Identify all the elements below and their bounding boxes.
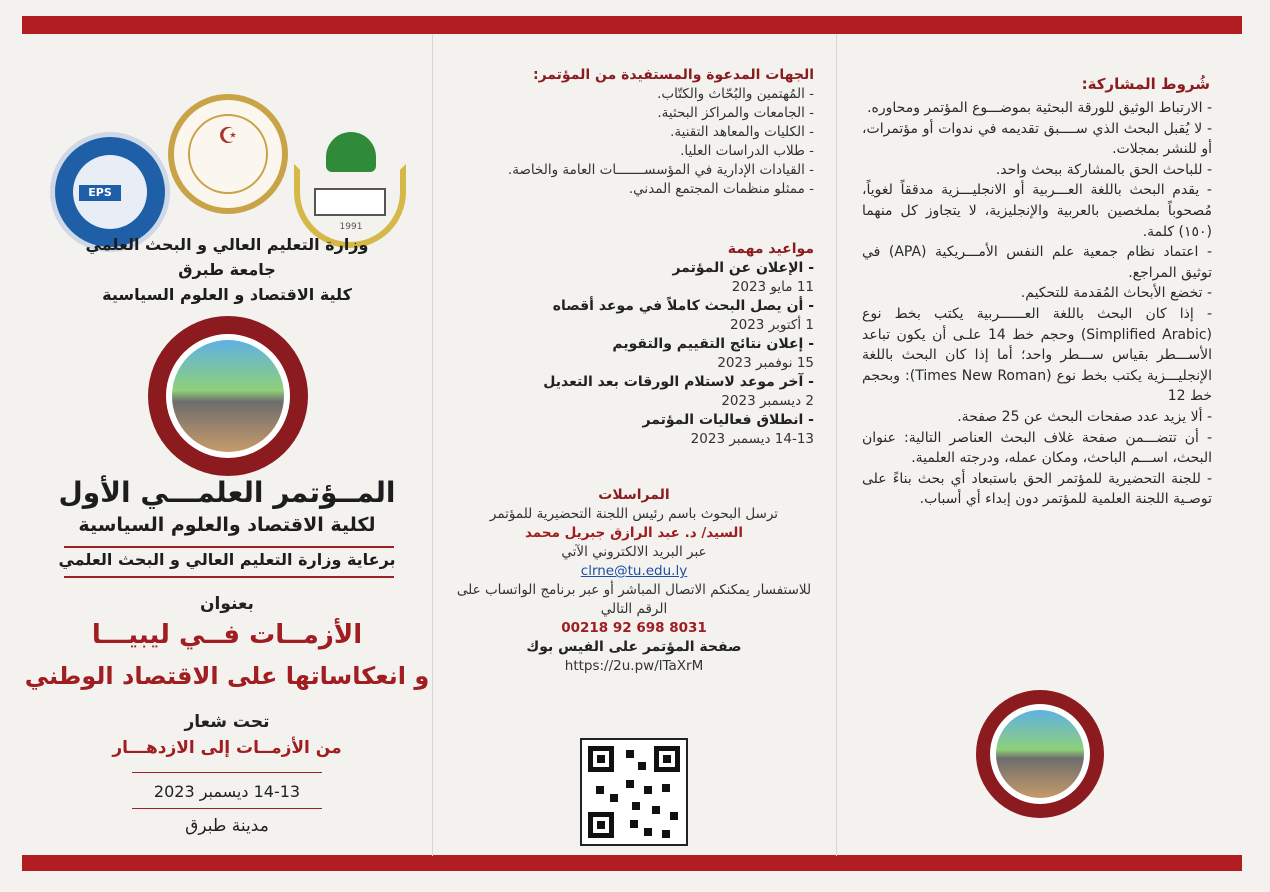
patronage-line: برعاية وزارة التعليم العالي و البحث العلمي: [58, 550, 396, 569]
middle-panel: [440, 36, 820, 854]
condition-item: - لا يُقبل البحث الذي ســــبق تقديمه في ندوات أو مؤتمرات، أو للنشر بمجلات.: [862, 120, 1212, 158]
slogan-heading: تحت شعار: [184, 712, 270, 732]
right-panel: [852, 36, 1222, 854]
ministry-name: وزارة التعليم العالي و البحث العلمي: [85, 235, 369, 254]
university-founding-year: 1991: [339, 222, 363, 232]
date-value: 2 ديسمبر 2023: [721, 393, 814, 409]
list-item: - الجامعات والمراكز البحثية.: [657, 105, 814, 121]
condition-item: - ألا يزيد عدد صفحات البحث عن 25 صفحة.: [957, 408, 1212, 425]
eps-label: EPS: [79, 185, 121, 201]
divider: [64, 546, 394, 548]
divider: [132, 772, 322, 773]
conditions-list: [862, 98, 1212, 510]
theme-line-1: الأزمــات فــي ليبيـــا: [91, 620, 363, 650]
date-value: 15 نوفمبر 2023: [717, 355, 814, 371]
condition-item: - تخضع الأبحاث المُقدمة للتحكيم.: [1020, 285, 1212, 302]
phone-intro: للاستفسار يمكنكم الاتصال المباشر أو عبر برنامج الواتساب على الرقم التالي: [456, 582, 812, 617]
date-value: 14-13 ديسمبر 2023: [690, 431, 814, 447]
list-item: - ممثلو منظمات المجتمع المدني.: [628, 181, 814, 197]
email-intro: عبر البريد الالكتروني الآتي: [561, 544, 707, 560]
condition-item: - اعتماد نظام جمعية علم النفس الأمـــريكية (APA) في توثيق المراجع.: [862, 244, 1212, 281]
date-label: - انطلاق فعاليات المؤتمر: [642, 412, 814, 428]
cover-panel: [22, 36, 432, 854]
important-dates-section: [454, 240, 814, 449]
facebook-url[interactable]: https://2u.pw/lTaXrM: [564, 658, 704, 674]
theme-line-2: و انعكاساتها على الاقتصاد الوطني: [24, 662, 430, 690]
bottom-red-bar: [22, 855, 1242, 871]
divider: [64, 576, 394, 578]
ministry-logo-icon: ☪: [168, 94, 288, 214]
conference-emblem-icon: [976, 690, 1104, 818]
conference-emblem-icon: [148, 316, 308, 476]
fold-line-right: [836, 34, 837, 856]
conditions-heading: شُروط المشاركة:: [1081, 75, 1210, 93]
top-red-bar: [22, 16, 1242, 34]
conference-title: المــؤتمر العلمـــي الأول: [58, 476, 396, 509]
correspondence-section: [454, 486, 814, 676]
phone-number: 00218 92 698 8031: [561, 620, 707, 636]
list-item: - طلاب الدراسات العليا.: [680, 143, 814, 159]
qr-code-icon[interactable]: [580, 738, 688, 846]
condition-item: - الارتباط الوثيق للورقة البحثية بموضـــوع المؤتمر ومحاوره.: [867, 100, 1212, 116]
condition-item: - للباحث الحق بالمشاركة ببحث واحد.: [995, 161, 1212, 178]
institution-lines: [22, 232, 432, 307]
conference-city: مدينة طبرق: [185, 816, 269, 836]
list-item: - الكليات والمعاهد التقنية.: [670, 124, 814, 140]
dates-heading: مواعيد مهمة: [727, 241, 814, 257]
faculty-name: كلية الاقتصاد و العلوم السياسية: [102, 285, 352, 304]
condition-item: - للجنة التحضيرية للمؤتمر الحق باستبعاد أي بحث بناءً على توصـية اللجنة العلمية للمؤتمر دون إبداء أي أسباب.: [862, 470, 1212, 508]
date-label: - إعلان نتائج التقييم والتقويم: [612, 336, 814, 352]
email-link[interactable]: clrne@tu.edu.ly: [580, 563, 688, 579]
conference-subtitle: لكلية الاقتصاد والعلوم السياسية: [78, 514, 376, 536]
date-label: - الإعلان عن المؤتمر: [672, 260, 814, 276]
date-value: 1 أكتوبر 2023: [730, 317, 814, 333]
titled-label: بعنوان: [200, 594, 254, 614]
date-label: - أن يصل البحث كاملاً في موعد أقصاه: [552, 298, 814, 314]
invited-section: [454, 66, 814, 199]
correspondence-heading: المراسلات: [598, 487, 670, 503]
date-value: 11 مايو 2023: [731, 279, 814, 295]
facebook-label: صفحة المؤتمر على الفيس بوك: [526, 639, 742, 655]
condition-item: - أن تتضـــمن صفحة غلاف البحث العناصر التالية: عنوان البحث، اســـم الباحث، ومكان عمله، ودرجته العلمية.: [862, 429, 1212, 467]
invited-heading: الجهات المدعوة والمستفيدة من المؤتمر:: [532, 67, 814, 83]
divider: [132, 808, 322, 809]
condition-item: - إذا كان البحث باللغة العــــــربية يكتب بخط نوع (Simplified Arabic) وحجم خط 14 علـى أن يكون تباعد الأســـطر بقياس ســـطر واحد؛ أما إذا كان البحث باللغة الإنجليـــزية يكتب بخط نوع (Times New Roman): وبحجم خط 12: [862, 305, 1212, 405]
university-name: جامعة طبرق: [178, 260, 276, 279]
fold-line-left: [432, 34, 433, 856]
correspondence-text: ترسل البحوث باسم رئيس اللجنة التحضيرية للمؤتمر: [489, 506, 779, 522]
list-item: - القيادات الإدارية في المؤسســـــــات العامة والخاصة.: [507, 162, 814, 178]
slogan: من الأزمــات إلى الازدهـــار: [112, 738, 342, 758]
chair-name: السيد/ د. عبد الرازق جبريل محمد: [524, 525, 744, 541]
condition-item: - يقدم البحث باللغة العـــربية أو الانجليـــزية مدققاً لغوياً، مُصحوباً بملخصين بالعربية والإنجليزية، لا يتجاوز كل منهما (١٥٠) كلمة.: [862, 182, 1212, 240]
logos-row: [42, 92, 412, 242]
conference-date: 14-13 ديسمبر 2023: [153, 782, 301, 801]
date-label: - آخر موعد لاستلام الورقات بعد التعديل: [543, 374, 814, 390]
list-item: - المُهتمين والبُحّاث والكتّاب.: [657, 86, 814, 102]
